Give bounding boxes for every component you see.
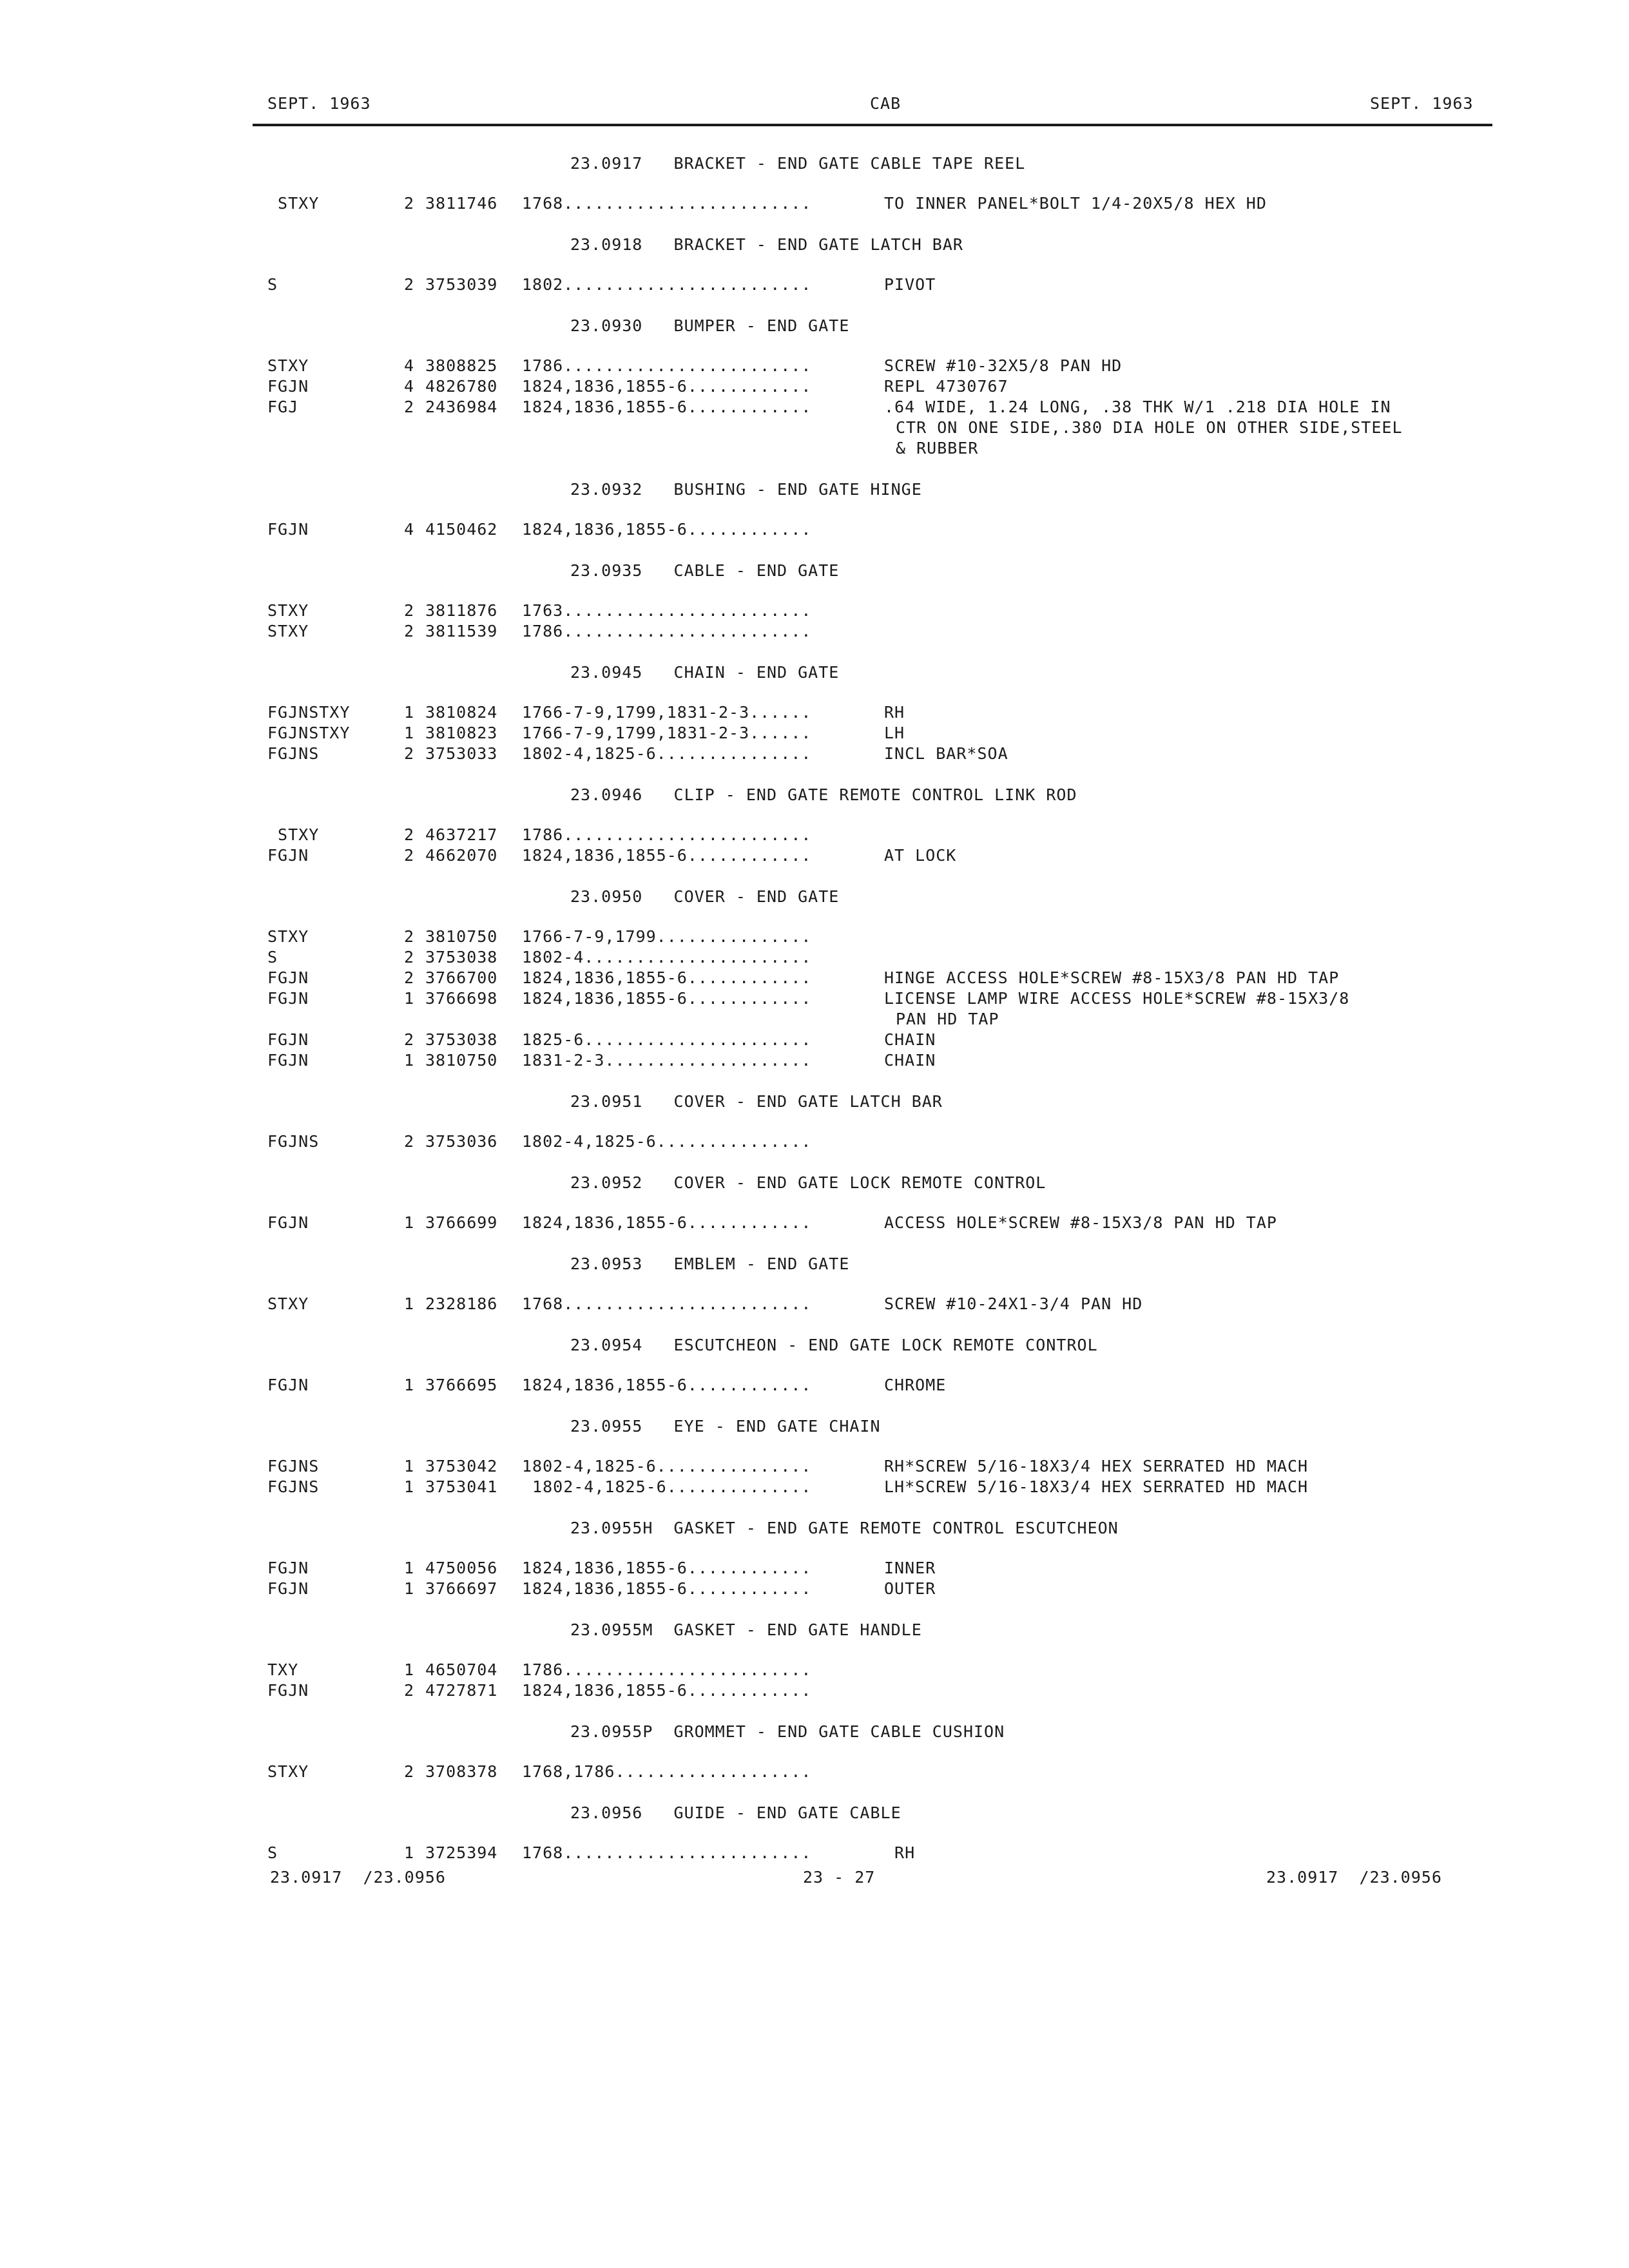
quantity: 1 <box>404 1660 415 1679</box>
part-description: CHAIN <box>884 1030 936 1049</box>
model-numbers: 1802-4,1825-6............... <box>522 1132 812 1151</box>
catalog-section <box>0 1416 1629 1518</box>
section-title: 23.0955H GASKET - END GATE REMOTE CONTROL ESCUTCHEON <box>570 1519 1119 1537</box>
part-row <box>0 1213 1629 1233</box>
continuation-text: CTR ON ONE SIDE,.380 DIA HOLE ON OTHER SIDE,STEEL <box>896 418 1403 437</box>
part-number: 4727871 <box>425 1681 498 1700</box>
part-row <box>0 193 1629 214</box>
quantity: 2 <box>404 846 415 865</box>
quantity: 2 <box>404 1681 415 1700</box>
section-title: 23.0935 CABLE - END GATE <box>570 561 840 580</box>
part-number: 3708378 <box>425 1762 498 1781</box>
catalog-section <box>0 1722 1629 1803</box>
part-number: 3766697 <box>425 1579 498 1598</box>
part-description: SCREW #10-24X1-3/4 PAN HD <box>884 1294 1143 1313</box>
part-number: 3810750 <box>425 927 498 946</box>
part-row <box>0 1050 1629 1071</box>
catalog-section <box>0 1620 1629 1722</box>
footer-range-left: 23.0917 /23.0956 <box>270 1868 446 1887</box>
section-heading <box>0 1518 1629 1558</box>
quantity: 1 <box>404 1559 415 1577</box>
part-number: 3753033 <box>425 744 498 763</box>
part-description: TO INNER PANEL*BOLT 1/4-20X5/8 HEX HD <box>884 194 1267 213</box>
catalog-section <box>0 1173 1629 1254</box>
section-heading <box>0 1722 1629 1762</box>
part-row <box>0 601 1629 621</box>
quantity: 1 <box>404 1213 415 1232</box>
model-numbers: 1786........................ <box>522 356 812 375</box>
part-description: HINGE ACCESS HOLE*SCREW #8-15X3/8 PAN HD TAP <box>884 968 1340 987</box>
catalog-section <box>0 235 1629 316</box>
model-numbers: 1766-7-9,1799,1831-2-3...... <box>522 703 812 722</box>
part-row <box>0 356 1629 376</box>
model-numbers: 1824,1836,1855-6............ <box>522 1559 812 1577</box>
catalog-section <box>0 153 1629 235</box>
section-title: 23.0956 GUIDE - END GATE CABLE <box>570 1803 901 1822</box>
part-number: 3810750 <box>425 1051 498 1070</box>
part-number: 3753038 <box>425 948 498 966</box>
model-numbers: 1802-4,1825-6............... <box>522 744 812 763</box>
part-row <box>0 723 1629 744</box>
part-number: 3811876 <box>425 601 498 620</box>
catalog-section <box>0 887 1629 1091</box>
part-number: 3766699 <box>425 1213 498 1232</box>
quantity: 1 <box>404 1376 415 1394</box>
quantity: 1 <box>404 1579 415 1598</box>
quantity: 1 <box>404 724 415 742</box>
catalog-section <box>0 479 1629 561</box>
model-numbers: 1824,1836,1855-6............ <box>522 1213 812 1232</box>
part-number: 3811746 <box>425 194 498 213</box>
section-title: 23.0930 BUMPER - END GATE <box>570 316 850 335</box>
model-numbers: 1802-4,1825-6.............. <box>522 1477 812 1496</box>
quantity: 1 <box>404 703 415 722</box>
quantity: 2 <box>404 1132 415 1151</box>
model-codes: TXY <box>267 1660 299 1679</box>
model-numbers: 1768........................ <box>522 1294 812 1313</box>
model-codes: FGJNSTXY <box>267 703 351 722</box>
section-heading <box>0 316 1629 356</box>
section-title: 23.0954 ESCUTCHEON - END GATE LOCK REMOTE CONTROL <box>570 1336 1098 1354</box>
model-numbers: 1768........................ <box>522 1843 812 1862</box>
part-number: 3753042 <box>425 1457 498 1475</box>
part-description: .64 WIDE, 1.24 LONG, .38 THK W/1 .218 DIA HOLE IN <box>884 398 1391 416</box>
section-title: 23.0952 COVER - END GATE LOCK REMOTE CONTROL <box>570 1173 1046 1192</box>
model-codes: FGJN <box>267 989 309 1008</box>
section-heading <box>0 1173 1629 1213</box>
section-heading <box>0 887 1629 927</box>
section-title: 23.0955P GROMMET - END GATE CABLE CUSHION <box>570 1722 1005 1741</box>
part-row <box>0 1030 1629 1050</box>
part-row <box>0 621 1629 642</box>
quantity: 2 <box>404 968 415 987</box>
model-codes: STXY <box>267 1294 309 1313</box>
model-codes: FGJNS <box>267 1457 320 1475</box>
catalog-section <box>0 785 1629 887</box>
part-row <box>0 1660 1629 1680</box>
part-number: 4662070 <box>425 846 498 865</box>
header-date-right: SEPT. 1963 <box>1370 94 1474 113</box>
model-numbers: 1802........................ <box>522 275 812 294</box>
quantity: 2 <box>404 601 415 620</box>
quantity: 2 <box>404 825 415 844</box>
quantity: 1 <box>404 1457 415 1475</box>
model-codes: FGJN <box>267 1051 309 1070</box>
catalog-section <box>0 316 1629 479</box>
section-title: 23.0932 BUSHING - END GATE HINGE <box>570 480 922 499</box>
parts-list <box>0 153 1629 1884</box>
section-title: 23.0951 COVER - END GATE LATCH BAR <box>570 1092 943 1111</box>
part-description: INCL BAR*SOA <box>884 744 1008 763</box>
quantity: 2 <box>404 927 415 946</box>
model-numbers: 1786........................ <box>522 825 812 844</box>
part-number: 3810823 <box>425 724 498 742</box>
part-description: LH*SCREW 5/16-18X3/4 HEX SERRATED HD MACH <box>884 1477 1309 1496</box>
part-description: SCREW #10-32X5/8 PAN HD <box>884 356 1123 375</box>
part-number: 3766695 <box>425 1376 498 1394</box>
catalog-section <box>0 1091 1629 1173</box>
model-numbers: 1768,1786................... <box>522 1762 812 1781</box>
quantity: 2 <box>404 1762 415 1781</box>
model-codes: S <box>267 275 278 294</box>
section-title: 23.0950 COVER - END GATE <box>570 887 840 906</box>
part-number: 4826780 <box>425 377 498 396</box>
part-description: AT LOCK <box>884 846 957 865</box>
footer-range-right: 23.0917 /23.0956 <box>1266 1868 1442 1887</box>
section-heading <box>0 662 1629 702</box>
model-codes: STXY <box>267 927 309 946</box>
model-numbers: 1786........................ <box>522 1660 812 1679</box>
model-codes: S <box>267 948 278 966</box>
model-numbers: 1768........................ <box>522 194 812 213</box>
model-codes: FGJN <box>267 1213 309 1232</box>
section-heading <box>0 1254 1629 1294</box>
continuation-text: PAN HD TAP <box>896 1010 999 1028</box>
catalog-section <box>0 1518 1629 1620</box>
part-row <box>0 1558 1629 1579</box>
part-row <box>0 968 1629 988</box>
quantity: 4 <box>404 520 415 539</box>
header-section-title: CAB <box>870 94 901 113</box>
part-row <box>0 702 1629 723</box>
quantity: 2 <box>404 194 415 213</box>
quantity: 1 <box>404 1477 415 1496</box>
model-numbers: 1786........................ <box>522 622 812 640</box>
part-description: LH <box>884 724 905 742</box>
model-codes: FGJN <box>267 1376 309 1394</box>
model-codes: FGJN <box>267 1030 309 1049</box>
part-number: 3810824 <box>425 703 498 722</box>
part-number: 3766700 <box>425 968 498 987</box>
quantity: 1 <box>404 989 415 1008</box>
part-row <box>0 1762 1629 1782</box>
part-description: CHAIN <box>884 1051 936 1070</box>
continuation-text: & RUBBER <box>896 439 979 457</box>
model-codes: FGJ <box>267 398 299 416</box>
part-description: REPL 4730767 <box>884 377 1008 396</box>
part-description: OUTER <box>884 1579 936 1598</box>
catalog-section <box>0 1335 1629 1416</box>
description-continuation <box>0 438 1629 459</box>
model-codes: FGJN <box>267 846 309 865</box>
part-number: 2328186 <box>425 1294 498 1313</box>
model-codes: STXY <box>267 194 320 213</box>
model-numbers: 1824,1836,1855-6............ <box>522 520 812 539</box>
model-codes: FGJNS <box>267 1477 320 1496</box>
model-codes: FGJNS <box>267 1132 320 1151</box>
model-codes: FGJN <box>267 968 309 987</box>
model-numbers: 1763........................ <box>522 601 812 620</box>
part-row <box>0 1294 1629 1314</box>
part-number: 2436984 <box>425 398 498 416</box>
section-title: 23.0918 BRACKET - END GATE LATCH BAR <box>570 235 963 254</box>
part-number: 3753039 <box>425 275 498 294</box>
model-codes: FGJN <box>267 377 309 396</box>
section-heading <box>0 235 1629 274</box>
model-numbers: 1766-7-9,1799............... <box>522 927 812 946</box>
model-numbers: 1824,1836,1855-6............ <box>522 846 812 865</box>
part-row <box>0 1131 1629 1152</box>
part-row <box>0 988 1629 1009</box>
model-codes: FGJN <box>267 1559 309 1577</box>
part-number: 3811539 <box>425 622 498 640</box>
part-number: 3753038 <box>425 1030 498 1049</box>
section-heading <box>0 561 1629 601</box>
model-numbers: 1825-6...................... <box>522 1030 812 1049</box>
model-numbers: 1824,1836,1855-6............ <box>522 989 812 1008</box>
model-codes: FGJNSTXY <box>267 724 351 742</box>
quantity: 2 <box>404 622 415 640</box>
part-number: 3753036 <box>425 1132 498 1151</box>
part-row <box>0 1375 1629 1396</box>
part-description: RH*SCREW 5/16-18X3/4 HEX SERRATED HD MACH <box>884 1457 1309 1475</box>
catalog-section <box>0 1254 1629 1335</box>
model-numbers: 1802-4...................... <box>522 948 812 966</box>
model-numbers: 1766-7-9,1799,1831-2-3...... <box>522 724 812 742</box>
model-codes: STXY <box>267 825 320 844</box>
part-row <box>0 1456 1629 1477</box>
quantity: 2 <box>404 275 415 294</box>
part-row <box>0 1477 1629 1497</box>
quantity: 2 <box>404 1030 415 1049</box>
section-title: 23.0953 EMBLEM - END GATE <box>570 1254 850 1273</box>
model-codes: STXY <box>267 1762 309 1781</box>
section-heading <box>0 785 1629 825</box>
section-title: 23.0945 CHAIN - END GATE <box>570 663 840 682</box>
section-heading <box>0 1091 1629 1131</box>
part-description: PIVOT <box>884 275 936 294</box>
part-row <box>0 519 1629 540</box>
section-title: 23.0955 EYE - END GATE CHAIN <box>570 1417 881 1436</box>
model-codes: STXY <box>267 601 309 620</box>
model-codes: FGJN <box>267 1579 309 1598</box>
quantity: 1 <box>404 1051 415 1070</box>
part-number: 3808825 <box>425 356 498 375</box>
section-title: 23.0917 BRACKET - END GATE CABLE TAPE REEL <box>570 154 1026 173</box>
part-number: 3725394 <box>425 1843 498 1862</box>
header-rule <box>253 124 1492 126</box>
header-date-left: SEPT. 1963 <box>267 94 371 113</box>
model-numbers: 1824,1836,1855-6............ <box>522 1376 812 1394</box>
quantity: 1 <box>404 1294 415 1313</box>
part-number: 4650704 <box>425 1660 498 1679</box>
part-row <box>0 1680 1629 1701</box>
part-description: LICENSE LAMP WIRE ACCESS HOLE*SCREW #8-15X3/8 <box>884 989 1350 1008</box>
part-description: INNER <box>884 1559 936 1577</box>
part-description: RH <box>884 1843 916 1862</box>
page-footer <box>0 1867 1629 1893</box>
description-continuation <box>0 1009 1629 1030</box>
model-numbers: 1824,1836,1855-6............ <box>522 968 812 987</box>
part-number: 3766698 <box>425 989 498 1008</box>
part-row <box>0 947 1629 968</box>
description-continuation <box>0 418 1629 438</box>
model-codes: STXY <box>267 622 309 640</box>
section-heading <box>0 1803 1629 1843</box>
model-numbers: 1824,1836,1855-6............ <box>522 1579 812 1598</box>
quantity: 2 <box>404 948 415 966</box>
part-row <box>0 845 1629 866</box>
part-number: 4750056 <box>425 1559 498 1577</box>
model-numbers: 1824,1836,1855-6............ <box>522 398 812 416</box>
part-row <box>0 376 1629 397</box>
part-number: 4150462 <box>425 520 498 539</box>
model-codes: FGJN <box>267 520 309 539</box>
quantity: 4 <box>404 377 415 396</box>
part-row <box>0 825 1629 845</box>
part-description: ACCESS HOLE*SCREW #8-15X3/8 PAN HD TAP <box>884 1213 1277 1232</box>
section-heading <box>0 1335 1629 1375</box>
model-codes: STXY <box>267 356 309 375</box>
section-heading <box>0 1620 1629 1660</box>
model-numbers: 1824,1836,1855-6............ <box>522 377 812 396</box>
model-numbers: 1824,1836,1855-6............ <box>522 1681 812 1700</box>
quantity: 2 <box>404 398 415 416</box>
part-row <box>0 274 1629 295</box>
model-numbers: 1802-4,1825-6............... <box>522 1457 812 1475</box>
part-row <box>0 1843 1629 1863</box>
part-number: 4637217 <box>425 825 498 844</box>
quantity: 2 <box>404 744 415 763</box>
part-row <box>0 927 1629 947</box>
section-title: 23.0955M GASKET - END GATE HANDLE <box>570 1620 922 1639</box>
catalog-section <box>0 561 1629 662</box>
part-description: CHROME <box>884 1376 947 1394</box>
section-title: 23.0946 CLIP - END GATE REMOTE CONTROL LINK ROD <box>570 785 1077 804</box>
model-codes: FGJNS <box>267 744 320 763</box>
footer-page-number: 23 - 27 <box>803 1868 876 1887</box>
quantity: 4 <box>404 356 415 375</box>
quantity: 1 <box>404 1843 415 1862</box>
part-row <box>0 744 1629 764</box>
section-heading <box>0 479 1629 519</box>
section-heading <box>0 1416 1629 1456</box>
part-row <box>0 397 1629 418</box>
model-numbers: 1831-2-3.................... <box>522 1051 812 1070</box>
part-description: RH <box>884 703 905 722</box>
catalog-section <box>0 662 1629 785</box>
model-codes: FGJN <box>267 1681 309 1700</box>
model-codes: S <box>267 1843 278 1862</box>
section-heading <box>0 153 1629 193</box>
part-number: 3753041 <box>425 1477 498 1496</box>
part-row <box>0 1579 1629 1599</box>
page-header <box>0 93 1629 119</box>
